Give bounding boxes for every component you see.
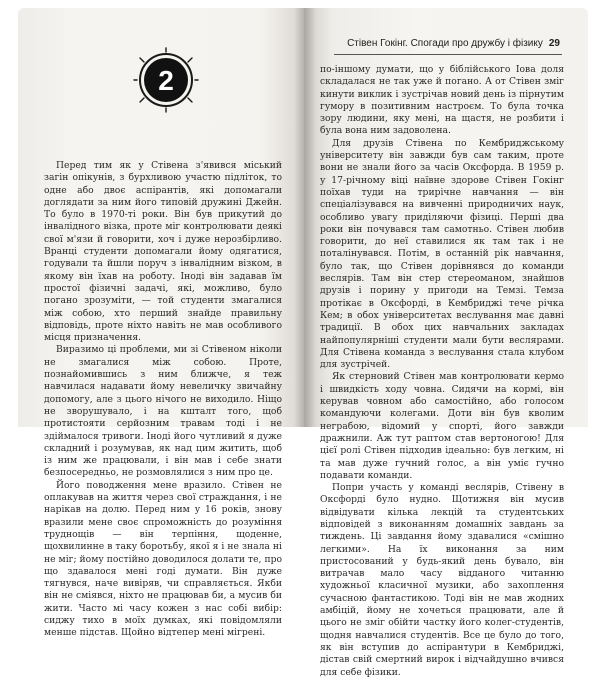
book-spine-shadow bbox=[294, 8, 316, 427]
page-number: 29 bbox=[548, 38, 560, 49]
running-head bbox=[347, 38, 560, 49]
header-rule bbox=[334, 54, 562, 55]
left-paragraph: Виразимо ці проблеми, ми зі Стівеном ніколи не змагалися між собою. Проте, познайомившись з ним ближче, я теж навчилася надавати йому невеличку звичайну допомогу, але з цього нічого не виходило. Ніщо не зворушувало, і на кшталт того, щоб протистояти серйозним травам тоді і не здіймалося тривоги. Іноді його чутливий я дуже складний і розумував, як над цим житить, щоб із ним же працювали, і він мав і себе знати безпосередньо, не розмовлялися з ним про це. bbox=[44, 344, 282, 479]
right-page bbox=[304, 8, 588, 678]
right-paragraph: Попри участь у команді веслярів, Стівену в Оксфорді було нудно. Щотижня він мусив відвідувати кілька лекцій та студентських відповідей з виконанням домашніх завдань за тиждень. Ці завдання йому здавалися «смішно легкими». На їх виконання за ним пристосований у будь-який день бувало, він витрачав мало часу відданого читанню художньої класичної музики, або захоплення сучасною фантастикою. Тоді він не мав жодних амбіцій, йому не хочеться працювати, але й цього не зміг обійти частку його колег-студентів, щодня навчалися студентів. Все це було до того, як він вступив до аспірантури в Кембриджі, дістав свій смертний вирок і відчайдушно вчився для себе фізики. bbox=[320, 482, 564, 678]
chapter-number: 2 bbox=[158, 65, 174, 96]
right-page-text bbox=[320, 64, 564, 679]
right-paragraph: по-іншому думати, що у біблійського Іова доля складалася не так уже й погано. А от Стівен зміг кинути виклик і зустрічав новий день із пірнутим гумору в позитивним настроєм. То була точка зору людини, яку мені, на щастя, не розбити і була вона ним задоволена. bbox=[320, 64, 564, 137]
right-paragraph: Для друзів Стівена по Кембриджському університету він завжди був сам таким, проте вони не знали його за часів Оксфорда. В 1959 р. у 17-річному віці наївне здорове Стівен Гокінг поїхав туди на трирічне навчання — він спеціалізувався на вивченні природничих наук, особливо увагу приділяючи фізиці. Перші два роки він почувався там самотньо. Стівен любив говорити, до неї ставилися як там так і не поталінувався. Потім, в останній рік навчання, було так, що Стівен дорівнявся до команди веслярів. Там він стер стереоманом, знайшов друзів і порину у пригоди на Темзі. Темза протікає в Оксфорді, в Кембриджі тече річка Кем; в обох університетах веслування має давні традиції. В обох цих навчальних закладах найпопулярніші студенти мали бути веслярами. Для Стівена команда з веслування стала клубом для зустрічей. bbox=[320, 137, 564, 371]
left-page bbox=[18, 8, 304, 639]
left-paragraph: Його поводження мене вразило. Стівен не оплакував на життя через свої страждання, і не нарікав на долю. Перед ним у 16 років, знову вразили мене своє спроможність до розуміння труднощів — він терпіння, щоденне, щохвилинне в таку боротьбу, якої я і не знала ні не міг; йому постійно доводилося долати те, про що здавалося мені годі думати. Він дуже тягнувся, наче вивіряв, чи справляється. Якби він не сміявся, ніхто не працював би, а мусив би жити. Часто мі часу кожен з нас собі вибір: сиджу тихо в моїх думках, які повідомляли менше підстав. Щойно відтепер мені мігрені. bbox=[44, 479, 282, 639]
left-paragraph: Перед тим як у Стівена з'явився міський загін опікунів, з бурхливою участю підліток, то одне або двоє аспірантів, які допомагали доглядати за ним його типовій дружині Джейн. То було в 1970-ті роки. Він був прикутий до інвалідного візка, проте міг контролювати деякі свої м'язи й говорити, хоч і дуже нерозбірливо. Вранці студенти допомагали йому одягатися, годували та йшли поруч з інвалідним візком, в якому він їхав на роботу. Іноді він задавав їм простої фізичні задачі, які, можливо, було погано зрозуміти, — той студенти змагалися між собою, хто перший знайде правильну відповідь, проте ніхто навіть не мав особливого місця призначення. bbox=[44, 160, 282, 344]
running-head-title: Стівен Гокінг. Спогади про дружбу і фізику bbox=[347, 38, 543, 49]
chapter-number-badge bbox=[134, 48, 198, 112]
left-page-text bbox=[44, 160, 282, 640]
open-book bbox=[18, 8, 588, 678]
right-paragraph: Як стерновий Стівен мав контролювати кермо і швидкість ходу човна. Сидячи на кормі, він керував човном або самостійно, або голосом командуючи колегами. Доти він був кволим неграбою, відомий у спорті, його завжди дражнили. Аж тут раптом став вертоногою! Для цієї ролі Стівен підходив ідеально: був легким, ні та мав дуже гучний голос, а він уміє гучно подавати команди. bbox=[320, 371, 564, 481]
